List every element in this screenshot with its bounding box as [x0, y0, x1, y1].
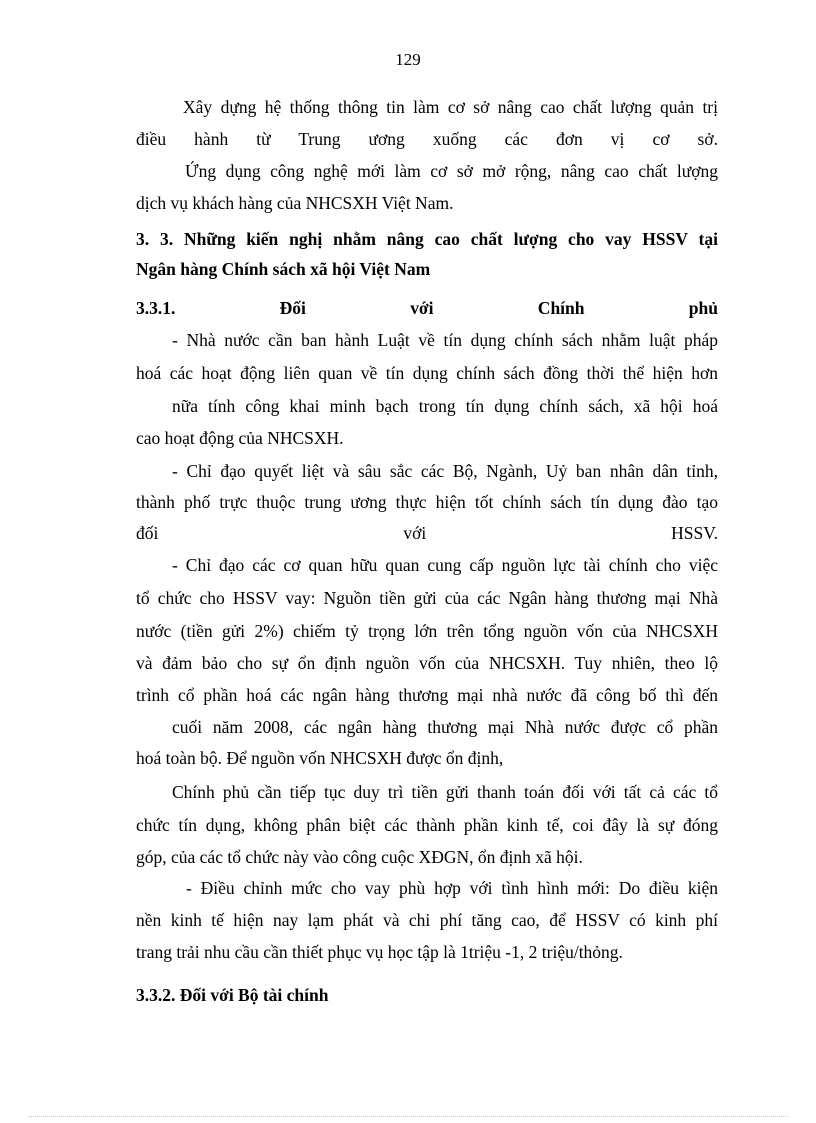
text-line: hoá toàn bộ. Để nguồn vốn NHCSXH được ổn định,: [136, 748, 504, 768]
text-line: cuối năm 2008, các ngân hàng thương mại Nhà nước được cổ phần: [172, 717, 718, 737]
section-heading: 3. 3. Những kiến nghị nhằm nâng cao chất lượng cho vay HSSV tại: [136, 229, 718, 249]
text-line: dịch vụ khách hàng của NHCSXH Việt Nam.: [136, 193, 454, 213]
text-line: Ứng dụng công nghệ mới làm cơ sở mở rộng, nâng cao chất lượng: [185, 161, 718, 181]
text-line: - Chỉ đạo các cơ quan hữu quan cung cấp nguồn lực tài chính cho việc: [172, 555, 718, 575]
text-line: nước (tiền gửi 2%) chiếm tỷ trọng lớn trên tổng nguồn vốn của NHCSXH: [136, 621, 718, 641]
text-line: điều hành từ Trung ương xuống các đơn vị cơ sở.: [136, 129, 718, 149]
subsection-heading: 3.3.1. Đối với Chính phủ: [136, 298, 718, 318]
section-heading: Ngân hàng Chính sách xã hội Việt Nam: [136, 259, 431, 279]
text-line: - Chỉ đạo quyết liệt và sâu sắc các Bộ, Ngành, Uỷ ban nhân dân tỉnh,: [172, 461, 718, 481]
text-line: và đảm bảo cho sự ổn định nguồn vốn của NHCSXH. Tuy nhiên, theo lộ: [136, 653, 718, 673]
page-bottom-rule: [28, 1116, 788, 1117]
text-line: nữa tính công khai minh bạch trong tín dụng chính sách, xã hội hoá: [172, 396, 718, 416]
page-number: 129: [395, 50, 421, 69]
text-line: Xây dựng hệ thống thông tin làm cơ sở nâng cao chất lượng quản trị: [183, 97, 718, 117]
text-line: chức tín dụng, không phân biệt các thành phần kinh tế, coi đây là sự đóng: [136, 815, 718, 835]
subsection-heading: 3.3.2. Đối với Bộ tài chính: [136, 985, 329, 1005]
text-line: thành phố trực thuộc trung ương thực hiện tốt chính sách tín dụng đào tạo: [136, 492, 718, 512]
text-line: trình cổ phần hoá các ngân hàng thương mại nhà nước đã công bố thì đến: [136, 685, 718, 705]
text-line: nền kinh tế hiện nay lạm phát và chi phí tăng cao, để HSSV có kinh phí: [136, 910, 718, 930]
text-line: tổ chức cho HSSV vay: Nguồn tiền gửi của các Ngân hàng thương mại Nhà: [136, 588, 718, 608]
text-line: trang trải nhu cầu cần thiết phục vụ học tập là 1triệu -1, 2 triệu/thỏng.: [136, 942, 623, 962]
text-line: đối với HSSV.: [136, 523, 718, 543]
text-line: Chính phủ cần tiếp tục duy trì tiền gửi thanh toán đối với tất cả các tổ: [172, 782, 718, 802]
text-line: - Nhà nước cần ban hành Luật về tín dụng chính sách nhằm luật pháp: [172, 330, 718, 350]
text-line: - Điều chỉnh mức cho vay phù hợp với tình hình mới: Do điều kiện: [186, 878, 718, 898]
text-line: hoá các hoạt động liên quan về tín dụng chính sách đồng thời thể hiện hơn: [136, 363, 718, 383]
text-line: cao hoạt động của NHCSXH.: [136, 428, 344, 448]
text-line: góp, của các tổ chức này vào công cuộc XĐGN, ổn định xã hội.: [136, 847, 583, 867]
